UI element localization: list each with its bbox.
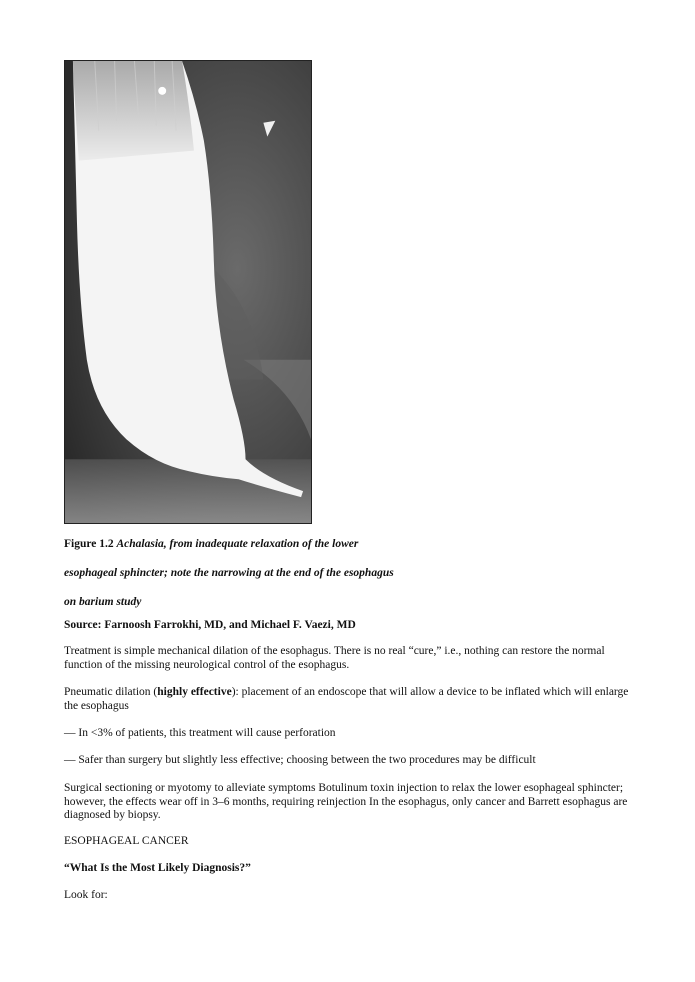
paragraph-treatment: Treatment is simple mechanical dilation of the esophagus. There is no real “cure,” i.e., nothing can restore the normal function of the missing neurological control of the esophagus.	[64, 645, 605, 671]
section-heading: ESOPHAGEAL CANCER	[64, 835, 189, 847]
p2-suffix: ): placement of an endoscope that will allow a device to be inflated which will enlarge the esophagus	[64, 686, 629, 712]
caption-line-3: on barium study	[64, 596, 142, 608]
paragraph-safer: — Safer than surgery but slightly less effective; choosing between the two procedures may be difficult	[64, 754, 536, 766]
achalasia-xray-image	[65, 61, 311, 523]
paragraph-perforation: — In <3% of patients, this treatment will cause perforation	[64, 727, 336, 739]
caption-text-1: Achalasia, from inadequate relaxation of the lower	[116, 538, 359, 550]
xray-figure	[64, 60, 312, 524]
caption-line-1	[64, 538, 624, 567]
figure-caption	[64, 538, 624, 625]
paragraph-surgical: Surgical sectioning or myotomy to alleviate symptoms Botulinum toxin injection to relax the lower esophageal sphincter; however, the effects wear off in 3–6 months, requiring reinjection In the esophagus, only cancer and Barrett esophagus are diagnosed by biopsy.	[64, 782, 628, 821]
caption-line-2: esophageal sphincter; note the narrowing at the end of the esophagus	[64, 567, 394, 579]
paragraph-pneumatic-dilation	[64, 686, 632, 713]
look-for-text: Look for:	[64, 889, 108, 901]
p2-bold: highly effective	[157, 686, 232, 698]
p2-prefix: Pneumatic dilation (	[64, 686, 158, 698]
figure-source: Source: Farnoosh Farrokhi, MD, and Michael F. Vaezi, MD	[64, 619, 356, 631]
figure-label: Figure 1.2	[64, 538, 114, 550]
question-heading: “What Is the Most Likely Diagnosis?”	[64, 862, 251, 874]
